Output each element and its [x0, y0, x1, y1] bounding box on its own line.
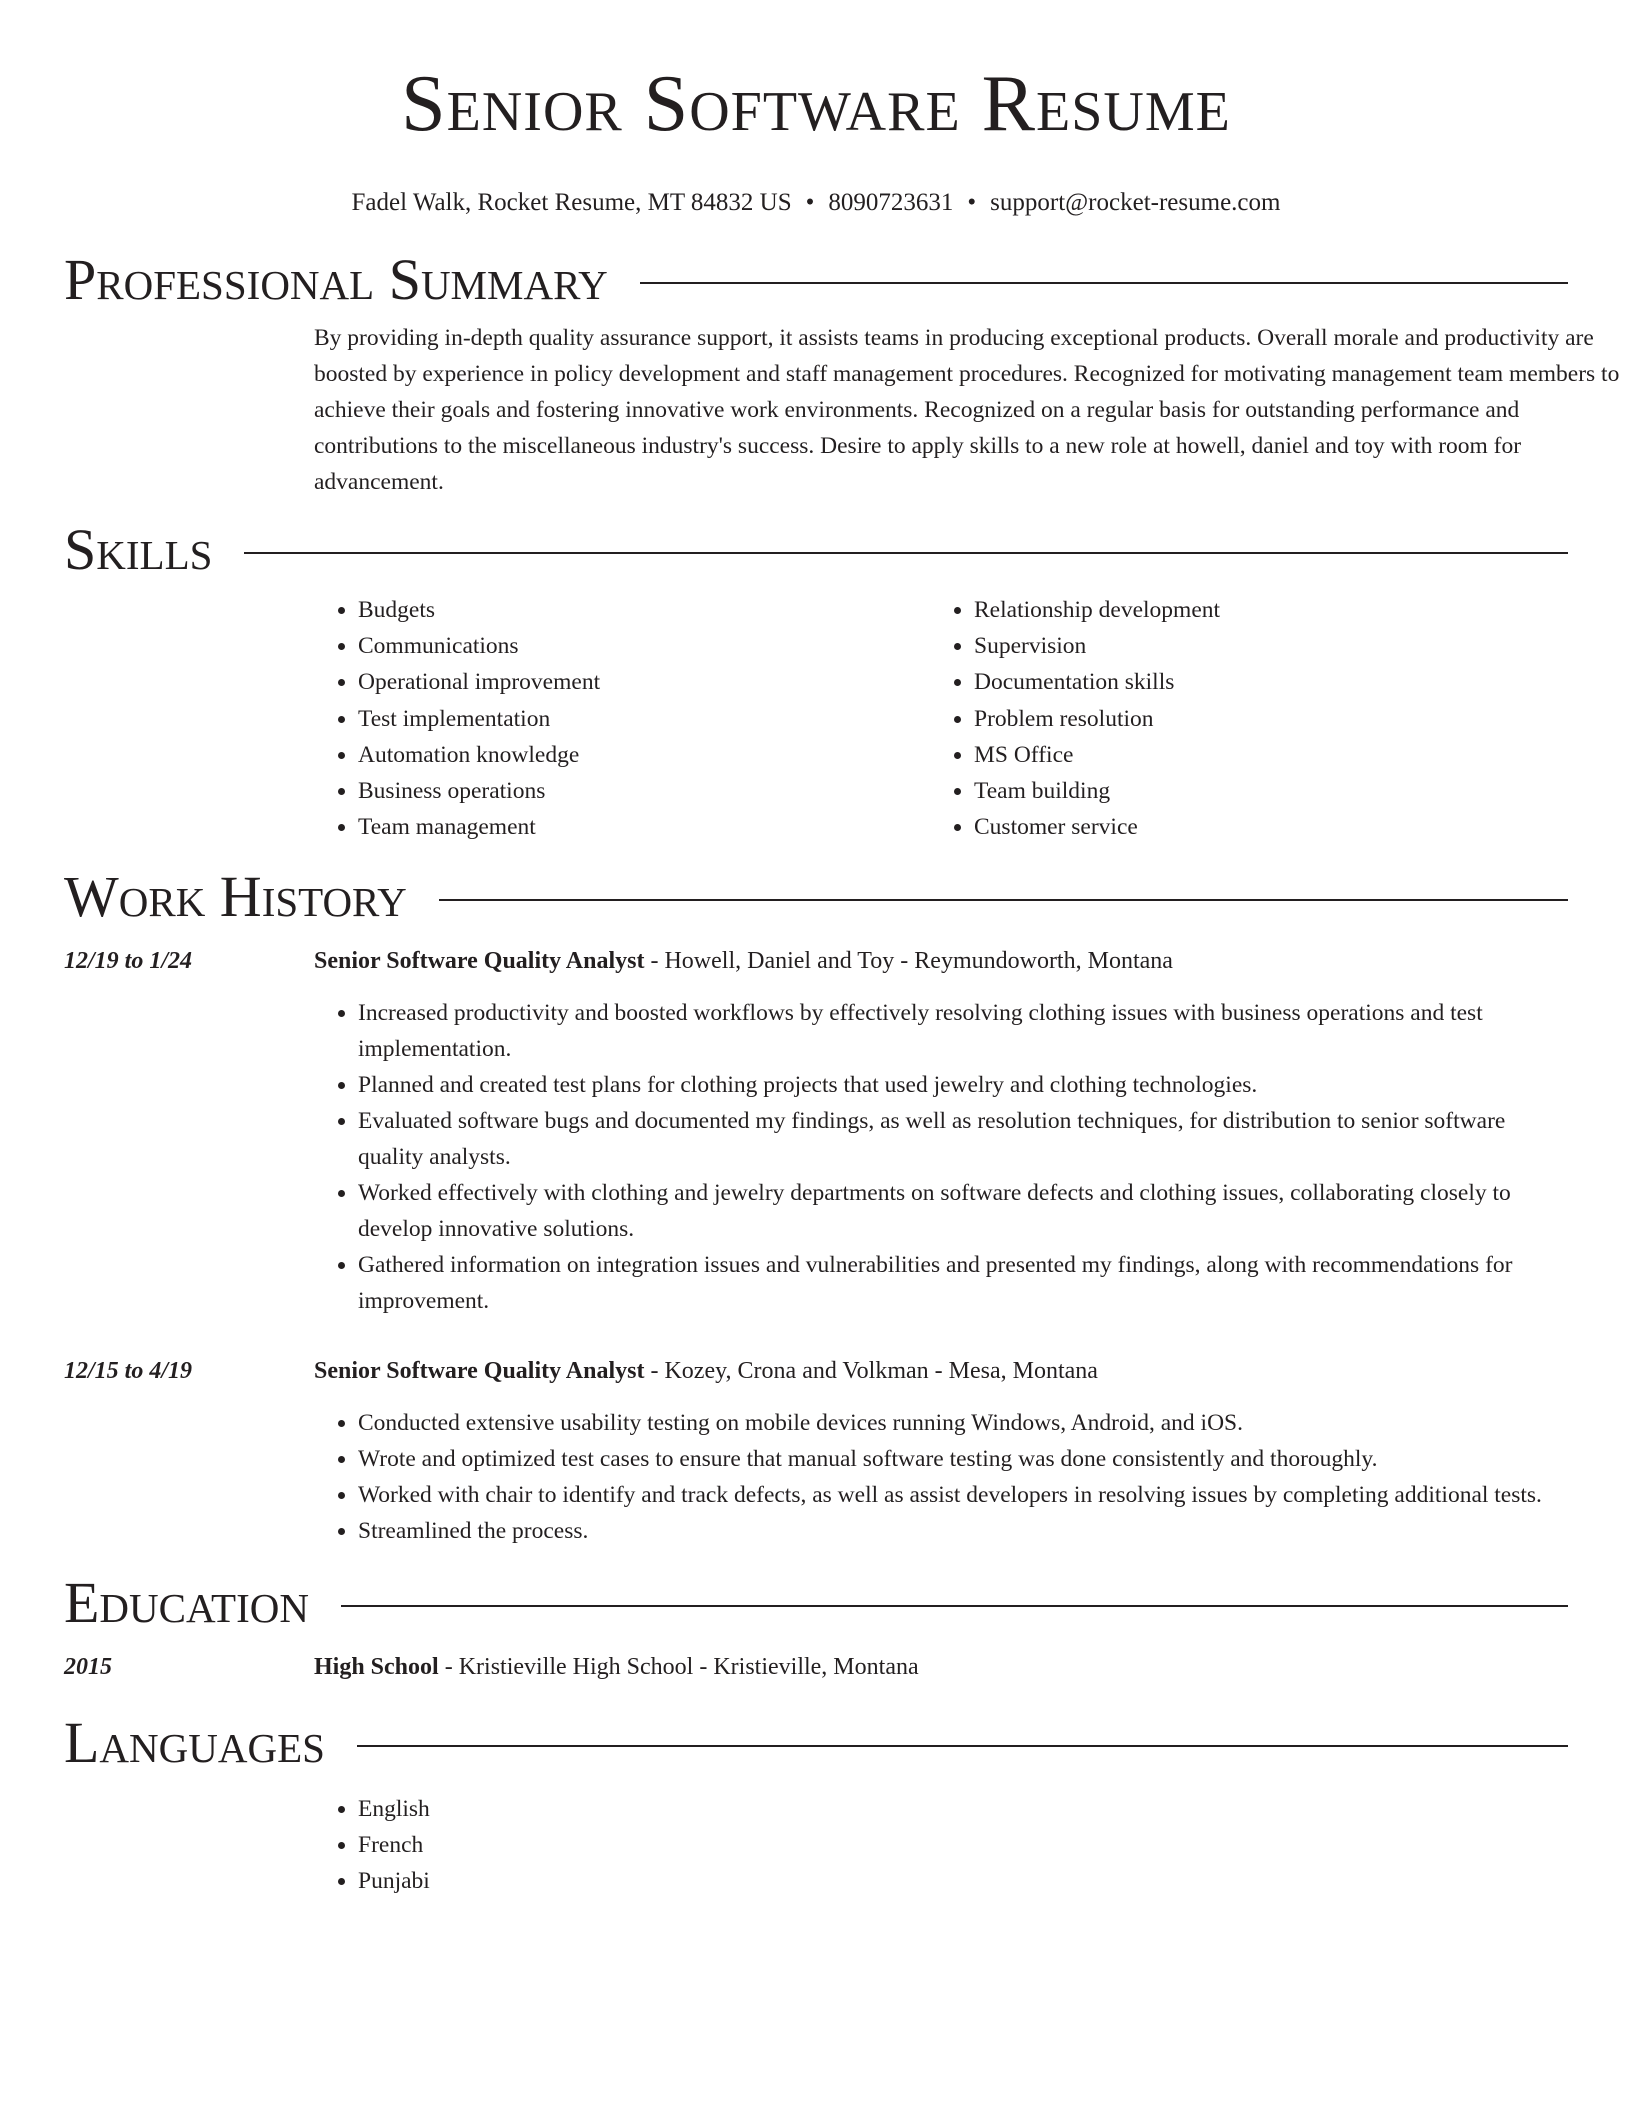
summary-heading: Professional Summary [64, 247, 608, 312]
job-title: Senior Software Quality Analyst [314, 1358, 645, 1385]
job-bullet: • Streamlined the process. [358, 1513, 1568, 1549]
language-item: • English [358, 1791, 1568, 1827]
language-item: • French [358, 1827, 1568, 1863]
skill-item: • Communications [358, 628, 930, 664]
job-bullets [314, 995, 1568, 1319]
job-bullet: • Conducted extensive usability testing on mobile devices running Windows, Android, and iOS. [358, 1405, 1568, 1441]
contact-line [64, 186, 1568, 220]
skills-list [314, 592, 1568, 845]
skill-item: • Team building [974, 773, 1220, 809]
languages-heading: Languages [64, 1710, 325, 1776]
job-company: - Kozey, Crona and Volkman - Mesa, Montana [644, 1358, 1098, 1385]
section-divider [640, 282, 1568, 284]
skill-item: • Team management [358, 809, 930, 845]
education-details [314, 1649, 1568, 1685]
skill-item: • Test implementation [358, 701, 930, 737]
job-bullet: • Worked with chair to identify and track defects, as well as assist developers in resolving issues by completing additional tests. [358, 1477, 1568, 1513]
skill-item: • Budgets [358, 592, 930, 628]
skill-item: • Supervision [974, 628, 1220, 664]
summary-section-header [64, 248, 1568, 312]
job-entry [64, 943, 1568, 1319]
skill-item: • MS Office [974, 737, 1220, 773]
contact-phone: 8090723631 [828, 189, 954, 216]
education-section-header [64, 1571, 1568, 1635]
job-bullet: • Evaluated software bugs and documented my findings, as well as resolution techniques, for distribution to senior software quality analysts. [358, 1103, 1568, 1175]
education-entry [64, 1649, 1568, 1685]
job-company: - Howell, Daniel and Toy - Reymundoworth, Montana [644, 948, 1173, 975]
job-dates: 12/15 to 4/19 [64, 1358, 193, 1385]
section-divider [244, 552, 1568, 554]
job-bullet: • Gathered information on integration issues and vulnerabilities and presented my findings, along with recommendations for improvement. [358, 1247, 1568, 1319]
job-heading [314, 1353, 1568, 1389]
skills-column-left [314, 592, 930, 845]
languages-list [314, 1791, 1568, 1899]
resume-name: Senior Software Resume [401, 60, 1231, 148]
education-year: 2015 [64, 1654, 112, 1681]
contact-email: support@rocket-resume.com [990, 189, 1281, 216]
language-item: • Punjabi [358, 1863, 1568, 1899]
work-section-header [64, 865, 1568, 929]
job-bullet: • Worked effectively with clothing and jewelry departments on software defects and clothing issues, collaborating closely to develop innovative solutions. [358, 1175, 1568, 1247]
job-title: Senior Software Quality Analyst [314, 948, 645, 975]
section-divider [341, 1605, 1568, 1607]
skill-item: • Documentation skills [974, 664, 1220, 700]
contact-separator: • [805, 189, 815, 216]
skill-item: • Problem resolution [974, 701, 1220, 737]
skills-column-right [930, 592, 1220, 845]
job-details [314, 1353, 1568, 1549]
skills-heading: Skills [64, 517, 213, 582]
contact-separator: • [967, 189, 977, 216]
skill-item: • Business operations [358, 773, 930, 809]
summary-text: By providing in-depth quality assurance support, it assists teams in producing exceptional products. Overall morale and productivity are boosted by experience in policy development and staff management procedures. Recognized for motivating management team members to achieve their goals and fostering innovative work environments. Recognized on a regular basis for outstanding performance and contributions to the miscellaneous industry's success. Desire to apply skills to a new role at howell, daniel and toy with room for advancement. [314, 325, 1620, 495]
skill-item: • Relationship development [974, 592, 1220, 628]
education-degree: High School [314, 1654, 439, 1681]
languages-section-header [64, 1711, 1568, 1775]
job-bullet: • Increased productivity and boosted workflows by effectively resolving clothing issues with business operations and test implementation. [358, 995, 1568, 1067]
skill-item: • Customer service [974, 809, 1220, 845]
job-heading [314, 943, 1568, 979]
skill-item: • Operational improvement [358, 664, 930, 700]
job-bullet: • Wrote and optimized test cases to ensure that manual software testing was done consistently and thoroughly. [358, 1441, 1568, 1477]
work-heading: Work History [64, 864, 407, 930]
job-dates: 12/19 to 1/24 [64, 948, 193, 975]
education-school: - Kristieville High School - Kristieville, Montana [438, 1654, 919, 1681]
contact-address: Fadel Walk, Rocket Resume, MT 84832 US [351, 189, 792, 216]
education-heading: Education [64, 1570, 309, 1636]
job-bullets [314, 1405, 1568, 1549]
languages-items [314, 1791, 1568, 1899]
skill-item: • Automation knowledge [358, 737, 930, 773]
job-bullet: • Planned and created test plans for clothing projects that used jewelry and clothing technologies. [358, 1067, 1568, 1103]
section-divider [357, 1745, 1568, 1747]
job-entry [64, 1353, 1568, 1549]
skills-section-header [64, 518, 1568, 582]
section-divider [439, 899, 1568, 901]
job-details [314, 943, 1568, 1319]
